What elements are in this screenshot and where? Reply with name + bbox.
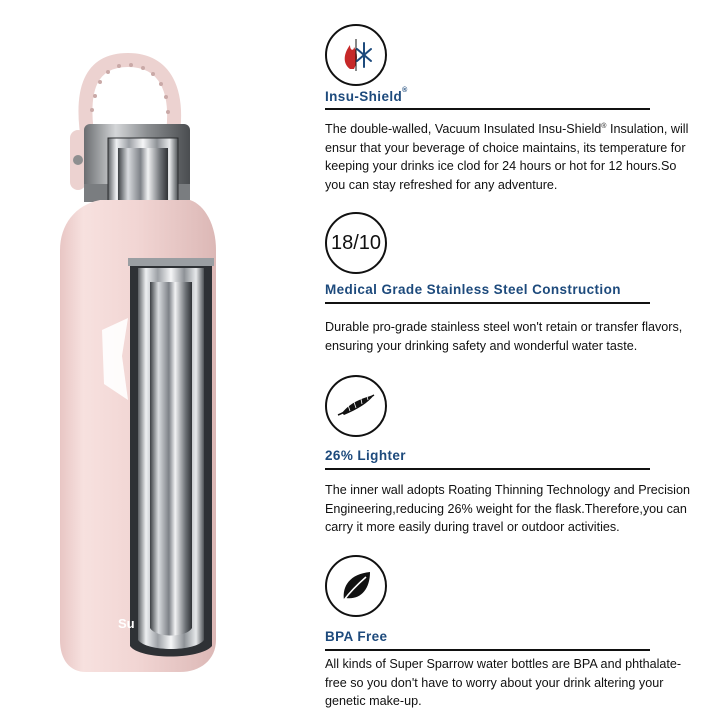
brand-logo-text: Su [118, 616, 135, 631]
divider [325, 649, 650, 651]
divider [325, 468, 650, 470]
feature-description: The double-walled, Vacuum Insulated Insu-Shield® Insulation, will ensur that your beverage of choice maintains, its temperature for keeping your drinks ice clod for 24 hours or hot for 12 hours.So you can stay refreshed for any adventure. [325, 122, 689, 192]
feature-bpa-free [325, 555, 695, 715]
feature-title: BPA Free [325, 629, 388, 644]
leaf-icon [325, 555, 387, 617]
divider [325, 302, 650, 304]
divider [325, 108, 650, 110]
feather-icon [325, 375, 387, 437]
feature-title: Medical Grade Stainless Steel Construction [325, 282, 621, 297]
feature-stainless-steel [325, 210, 695, 360]
feature-description: The inner wall adopts Roating Thinning Technology and Precision Engineering,reducing 26% weight for the flask.Therefore,you can carry it more easily during travel or outdoor activities. [325, 483, 690, 534]
feature-insulation [325, 20, 695, 190]
feature-description: All kinds of Super Sparrow water bottles are BPA and phthalate-free so you don't have to worry about your drink altering your genetic make-up. [325, 657, 682, 708]
feature-title: Insu-Shield® [325, 87, 408, 104]
water-bottle-cutaway-image [0, 0, 300, 720]
feature-title: 26% Lighter [325, 448, 406, 463]
feature-description: Durable pro-grade stainless steel won't retain or transfer flavors, ensuring your drinking safety and wonderful water taste. [325, 320, 683, 353]
flame-snowflake-icon [325, 24, 387, 86]
18-10-badge-icon: 18/10 [325, 212, 387, 274]
feature-lighter [325, 375, 695, 545]
